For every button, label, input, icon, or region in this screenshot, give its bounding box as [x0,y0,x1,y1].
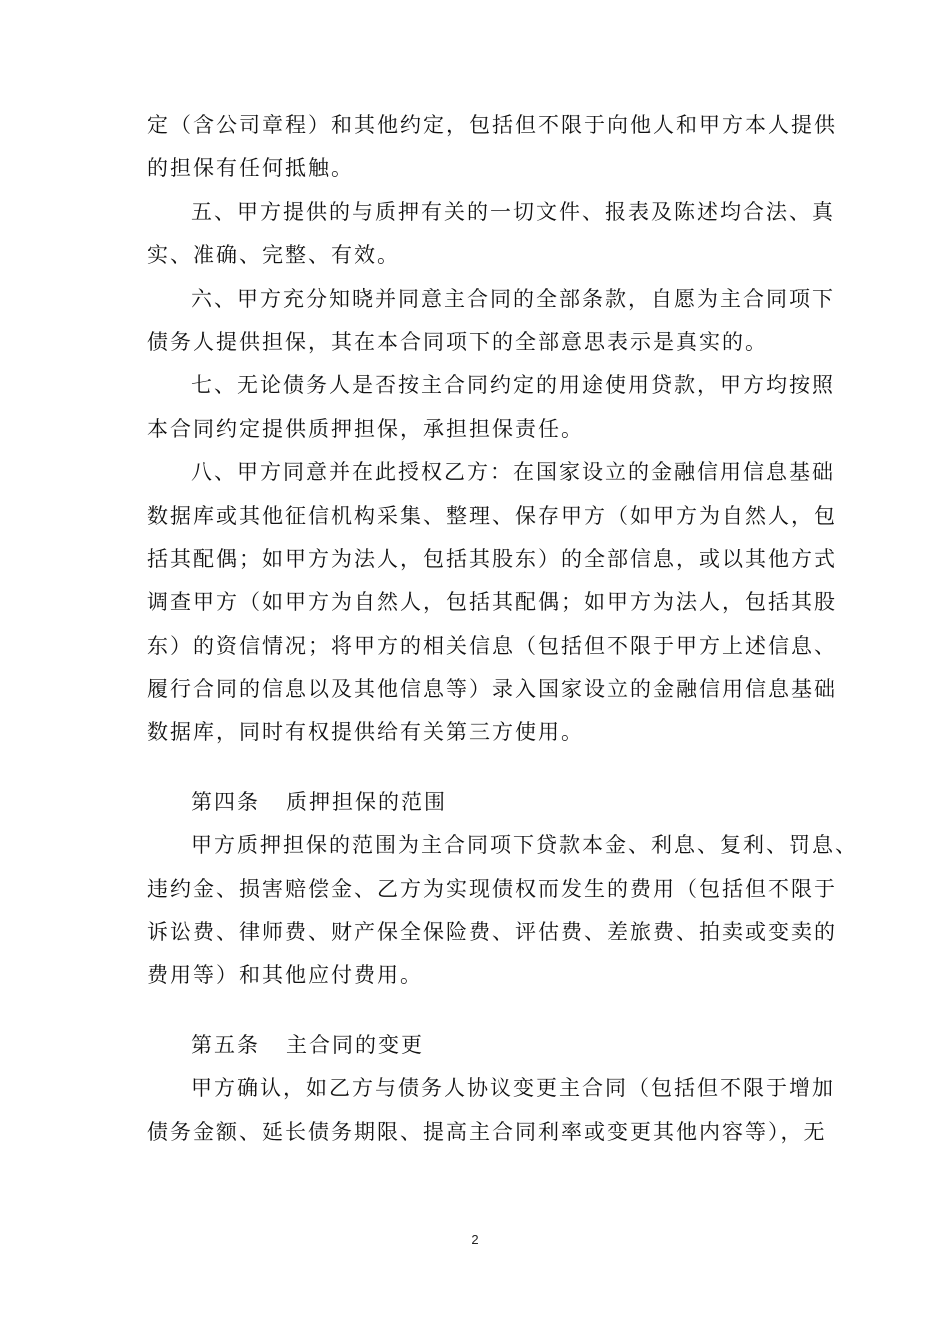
section-spacer [147,998,815,1024]
section-spacer [147,755,815,781]
body-line: 东）的资信情况；将甲方的相关信息（包括但不限于甲方上述信息、 [147,633,837,658]
article-four-line: 费用等）和其他应付费用。 [147,963,423,988]
document-body [147,104,858,1154]
body-line: 调查甲方（如甲方为自然人，包括其配偶；如甲方为法人，包括其股 [147,590,837,615]
clause-five-line: 五、甲方提供的与质押有关的一切文件、报表及陈述均合法、真 [191,199,835,224]
article-four-heading [147,781,815,824]
body-line: 数据库或其他征信机构采集、整理、保存甲方（如甲方为自然人，包 [147,503,837,528]
article-four-title: 质押担保的范围 [286,789,447,814]
clause-seven-line: 七、无论债务人是否按主合同约定的用途使用贷款，甲方均按照 [191,373,835,398]
body-line: 的担保有任何抵触。 [147,156,354,181]
body-line: 定（含公司章程）和其他约定，包括但不限于向他人和甲方本人提供 [147,113,837,137]
article-four-line: 违约金、损害赔偿金、乙方为实现债权而发生的费用（包括但不限于 [147,876,837,901]
body-line: 履行合同的信息以及其他信息等）录入国家设立的金融信用信息基础 [147,677,837,702]
article-five-title: 主合同的变更 [286,1032,424,1057]
body-line: 括其配偶；如甲方为法人，包括其股东）的全部信息，或以其他方式 [147,546,837,571]
article-five-number: 第五条 [191,1032,260,1057]
body-line: 数据库，同时有权提供给有关第三方使用。 [147,720,584,745]
article-five-heading [147,1024,815,1067]
body-line: 实、准确、完整、有效。 [147,243,400,268]
page-number: 2 [471,1232,479,1247]
clause-six-line: 六、甲方充分知晓并同意主合同的全部条款，自愿为主合同项下 [191,286,835,311]
body-line: 本合同约定提供质押担保，承担担保责任。 [147,416,584,441]
body-line: 债务人提供担保，其在本合同项下的全部意思表示是真实的。 [147,329,768,354]
article-four-line: 诉讼费、律师费、财产保全保险费、评估费、差旅费、拍卖或变卖的 [147,920,837,945]
article-four-line: 甲方质押担保的范围为主合同项下贷款本金、利息、复利、罚息、 [191,833,858,858]
article-five-line: 甲方确认，如乙方与债务人协议变更主合同（包括但不限于增加 [191,1076,835,1101]
article-four-number: 第四条 [191,789,260,814]
article-five-line: 债务金额、延长债务期限、提高主合同利率或变更其他内容等），无 [147,1119,827,1144]
clause-eight-line: 八、甲方同意并在此授权乙方：在国家设立的金融信用信息基础 [191,460,835,485]
